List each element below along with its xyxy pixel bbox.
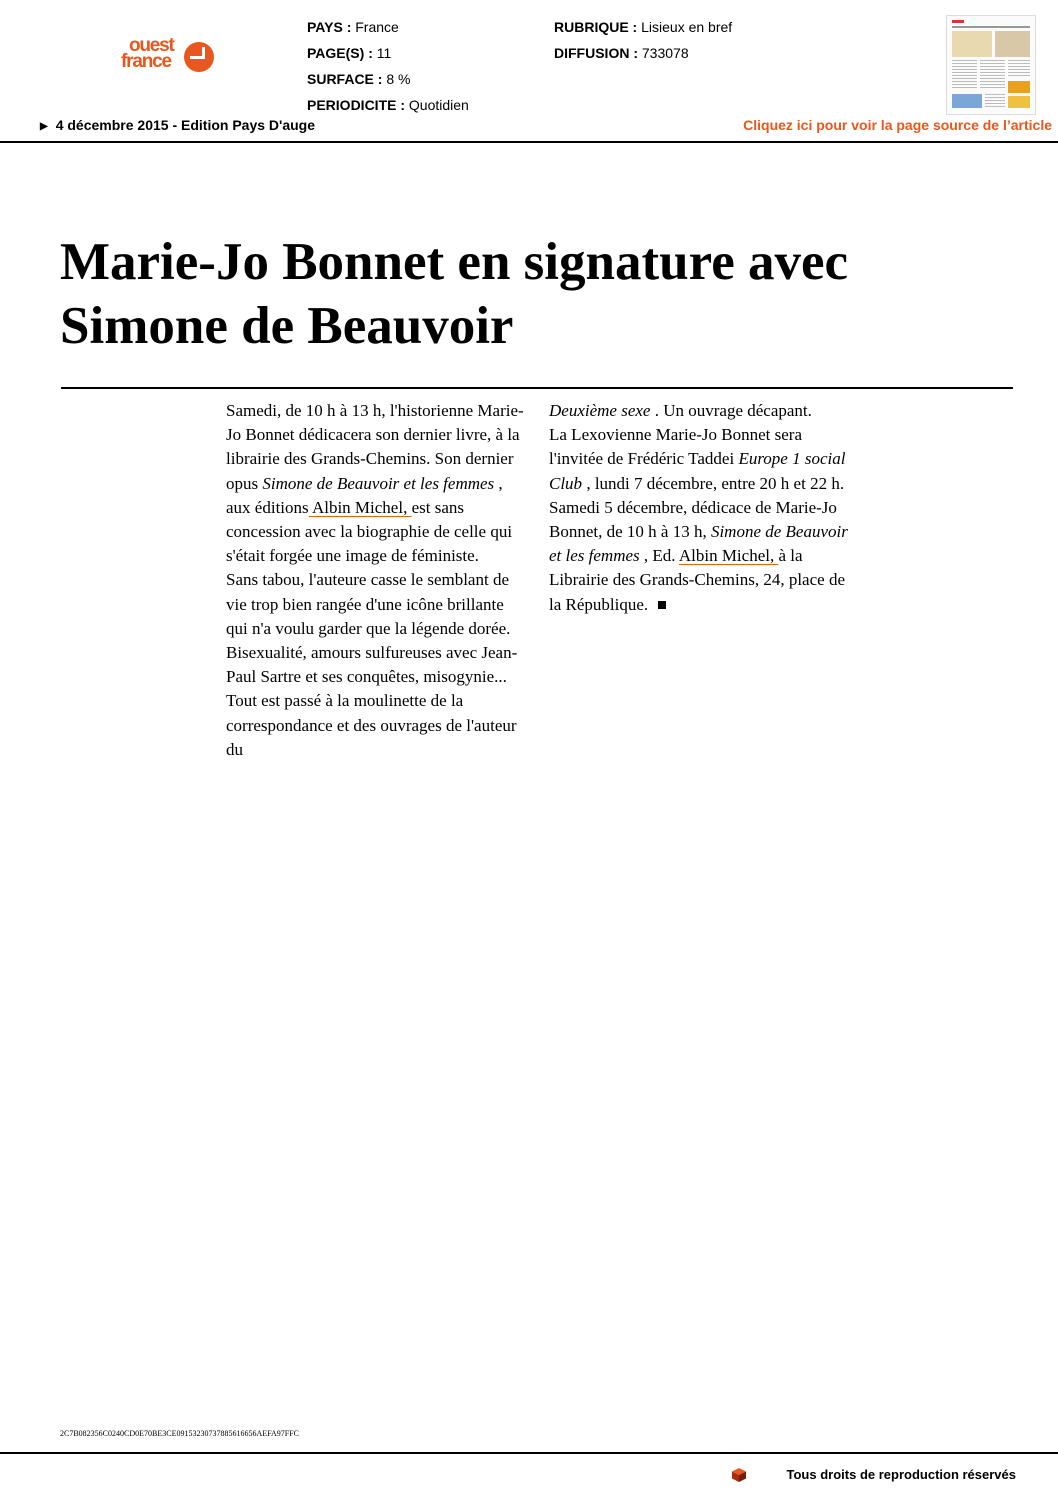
meta-column-right <box>554 14 732 66</box>
paragraph-5: La Lexovienne Marie-Jo Bonnet sera l'invitée de Frédéric Taddei Europe 1 social Club , lundi 7 décembre, entre 20 h et 22 h. <box>549 425 846 493</box>
logo-word-france: france <box>121 51 171 72</box>
cube-icon <box>731 1467 747 1483</box>
paragraph-3: Bisexualité, amours sulfureuses avec Jean-Paul Sartre et ses conquêtes, misogynie... Tout est passé à la moulinette de la correspondance et des ouvrages de l'auteur du <box>226 643 518 759</box>
paragraph-6: Samedi 5 décembre, dédicace de Marie-Jo Bonnet, de 10 h à 13 h, Simone de Beauvoir et les femmes , Ed. Albin Michel, à la Librairie des Grands-Chemins, 24, place de la République. <box>549 497 848 614</box>
ouest-france-logo <box>121 36 221 82</box>
paragraph-2: Sans tabou, l'auteure casse le semblant de vie trop bien rangée d'une icône brillante qui n'a voulu garder que la légende dorée. <box>226 570 511 638</box>
meta-surface: SURFACE : 8 % <box>307 71 411 87</box>
logo-word-ouest: ouest <box>129 35 174 56</box>
paragraph-4: Deuxième sexe . Un ouvrage décapant. <box>549 401 812 420</box>
logo-disc-icon <box>184 42 214 72</box>
publisher-link-2[interactable]: Albin Michel, <box>678 546 779 566</box>
footer-divider <box>0 1452 1058 1454</box>
meta-diffusion: DIFFUSION : 733078 <box>554 45 689 61</box>
headline-divider <box>61 387 1013 389</box>
end-of-article-icon <box>658 601 666 609</box>
source-page-thumbnail[interactable] <box>946 15 1036 115</box>
edition-dateline: ▶ 4 décembre 2015 - Edition Pays D'auge <box>40 117 316 133</box>
copyright-notice: Tous droits de reproduction réservés <box>786 1467 1016 1482</box>
document-hash: 2C7B082356C0240CD0E70BE3CE09153230737885616656AEFA97FFC <box>60 1429 299 1438</box>
meta-pages: PAGE(S) : 11 <box>307 45 392 61</box>
meta-pays: PAYS : France <box>307 19 399 35</box>
meta-column-left <box>307 14 469 118</box>
source-page-link[interactable]: Cliquez ici pour voir la page source de l’article <box>743 117 1052 133</box>
publisher-link[interactable]: Albin Michel, <box>308 497 412 517</box>
header-divider <box>0 141 1058 143</box>
article-headline: Marie-Jo Bonnet en signature avec Simone de Beauvoir <box>60 233 849 355</box>
meta-periodicite: PERIODICITE : Quotidien <box>307 97 469 113</box>
paragraph-1: Samedi, de 10 h à 13 h, l'historienne Marie-Jo Bonnet dédicacera son dernier livre, à la librairie des Grands-Chemins. Son dernier opus Simone de Beauvoir et les femmes , aux éditions Albin Michel, est sans concession avec la biographie de celle qui s'était forgée une image de féministe. <box>226 401 524 566</box>
article-column-1 <box>226 399 526 762</box>
play-arrow-icon: ▶ <box>40 121 48 132</box>
meta-rubrique: RUBRIQUE : Lisieux en bref <box>554 19 733 35</box>
article-column-2 <box>549 399 849 617</box>
